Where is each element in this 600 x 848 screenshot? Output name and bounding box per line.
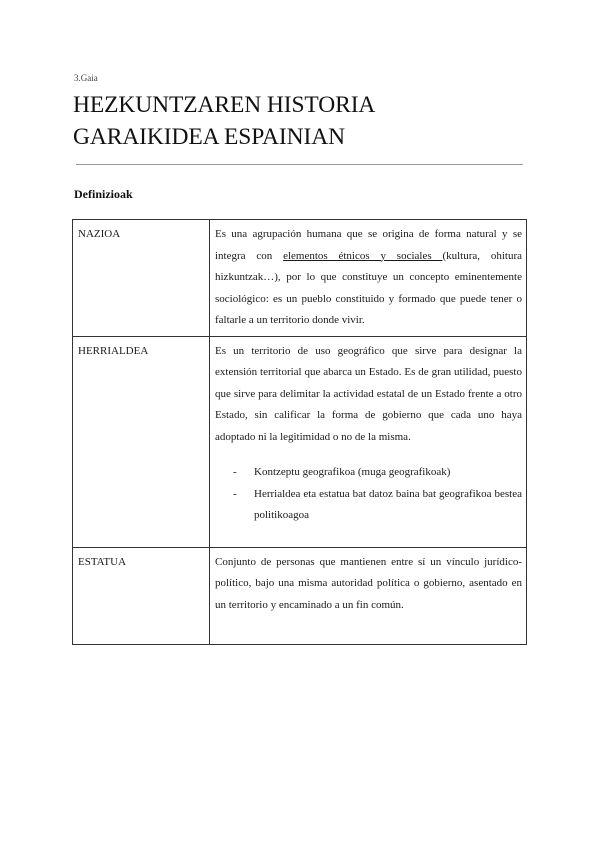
definition-cell bbox=[210, 336, 527, 547]
title-divider bbox=[76, 164, 523, 165]
table-row bbox=[73, 547, 527, 644]
page-title bbox=[73, 89, 533, 153]
bullet-list bbox=[215, 462, 522, 527]
term-cell: ESTATUA bbox=[73, 547, 210, 644]
page-title-line-1: HEZKUNTZAREN HISTORIA bbox=[73, 92, 376, 118]
page-title-line-2: GARAIKIDEA ESPAINIAN bbox=[73, 124, 345, 150]
list-item bbox=[233, 484, 522, 527]
underlined-phrase: elementos étnicos y sociales bbox=[283, 249, 443, 262]
section-heading: Definizioak bbox=[74, 187, 133, 201]
dash-bullet: - bbox=[233, 487, 237, 500]
definition-text: Es un territorio de uso geográfico que sirve para designar la extensión territorial que abarca un Estado. Es de gran utilidad, puesto que sirve para delimitar la actividad estatal de un Estado frente a otro Estado, sin calificar la forma de gobierno que cada uno haya adoptado ni la legitimidad o no de la misma. bbox=[215, 344, 522, 443]
definitions-table bbox=[72, 219, 527, 645]
term-cell: NAZIOA bbox=[73, 220, 210, 337]
list-item-text: Kontzeptu geografikoa (muga geografikoak) bbox=[254, 466, 451, 478]
definition-cell: Conjunto de personas que mantienen entre sí un vínculo jurídico-político, bajo una misma autoridad política o gobierno, asentado en un territorio y encaminado a un fin común. bbox=[210, 547, 527, 644]
dash-bullet: - bbox=[233, 466, 237, 478]
table-row bbox=[73, 220, 527, 337]
definition-text: (kultura, ohitura hizkuntzak…), por lo que constituye un concepto eminentemente sociológico: es un pueblo constituido y formado que puede tener o faltarle a un territorio donde vivir. bbox=[215, 249, 523, 326]
list-item bbox=[233, 462, 522, 484]
chapter-label: 3.Gaia bbox=[74, 73, 98, 83]
definition-text: Es una agrupación humana que se origina de forma natural y se integra con bbox=[215, 228, 522, 262]
table-row bbox=[73, 336, 527, 547]
list-item-text: Herrialdea eta estatua bat datoz baina bat geografikoa bestea politikoagoa bbox=[254, 487, 522, 521]
term-cell: HERRIALDEA bbox=[73, 336, 210, 547]
definition-cell bbox=[210, 220, 527, 337]
